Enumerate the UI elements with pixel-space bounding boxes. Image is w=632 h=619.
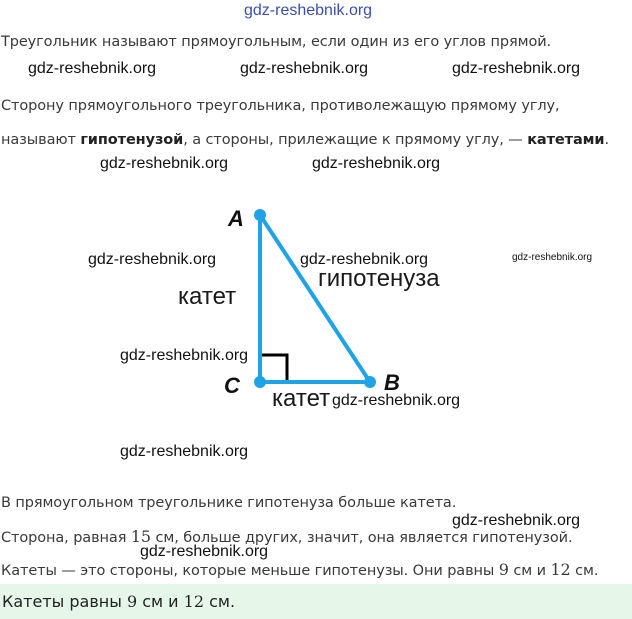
vertex-a-label: A — [228, 206, 244, 231]
watermark: gdz-reshebnik.org — [312, 155, 441, 172]
watermark: gdz-reshebnik.org — [300, 251, 429, 268]
watermark-top: gdz-reshebnik.org — [244, 2, 373, 19]
point-c — [254, 376, 266, 388]
right-angle-mark — [262, 355, 287, 380]
point-b — [364, 376, 376, 388]
vertex-b-label: B — [384, 370, 400, 395]
watermark: gdz-reshebnik.org — [452, 60, 581, 77]
watermark: gdz-reshebnik.org — [512, 252, 593, 263]
watermark: gdz-reshebnik.org — [100, 155, 229, 172]
solution-line-3: Катеты — это стороны, которые меньше гипотенузы. Они равны 9 см и 12 см. — [1, 560, 599, 579]
definition-right-triangle: Треугольник называют прямоугольным, если один из его углов прямой. — [1, 34, 552, 50]
leg-horizontal-label: катет — [272, 385, 331, 412]
watermark: gdz-reshebnik.org — [120, 347, 249, 364]
watermark: gdz-reshebnik.org — [140, 543, 269, 560]
value-15: 15 — [130, 527, 152, 546]
watermark: gdz-reshebnik.org — [88, 251, 217, 268]
vertex-c-label: C — [224, 373, 240, 398]
watermark: gdz-reshebnik.org — [120, 443, 249, 460]
solution-line-2: Сторона, равная 15 см, больше других, значит, она является гипотенузой. — [1, 527, 573, 546]
term-legs: катетами — [527, 132, 605, 148]
value-9: 9 — [498, 560, 509, 579]
definition-line-1: Сторону прямоугольного треугольника, противолежащую прямому углу, — [1, 98, 560, 114]
watermark: gdz-reshebnik.org — [28, 60, 157, 77]
solution-line-1: В прямоугольном треугольнике гипотенуза больше катета. — [1, 495, 457, 511]
answer-text: Катеты равны 9 см и 12 см. — [2, 592, 236, 611]
answer-value-9: 9 — [126, 592, 138, 611]
hypotenuse-ab — [260, 215, 370, 382]
leg-vertical-label: катет — [178, 283, 237, 310]
point-a — [254, 209, 266, 221]
hypotenuse-label: гипотенуза — [318, 265, 440, 292]
definition-line-2: называют гипотенузой, а стороны, прилежащие к прямому углу, — катетами. — [1, 132, 609, 148]
answer-box — [0, 584, 632, 619]
answer-value-12: 12 — [183, 592, 205, 611]
watermark: gdz-reshebnik.org — [452, 512, 581, 529]
watermark: gdz-reshebnik.org — [240, 60, 369, 77]
watermark: gdz-reshebnik.org — [332, 392, 461, 409]
term-hypotenuse: гипотенузой — [80, 132, 184, 148]
value-12: 12 — [550, 560, 571, 579]
